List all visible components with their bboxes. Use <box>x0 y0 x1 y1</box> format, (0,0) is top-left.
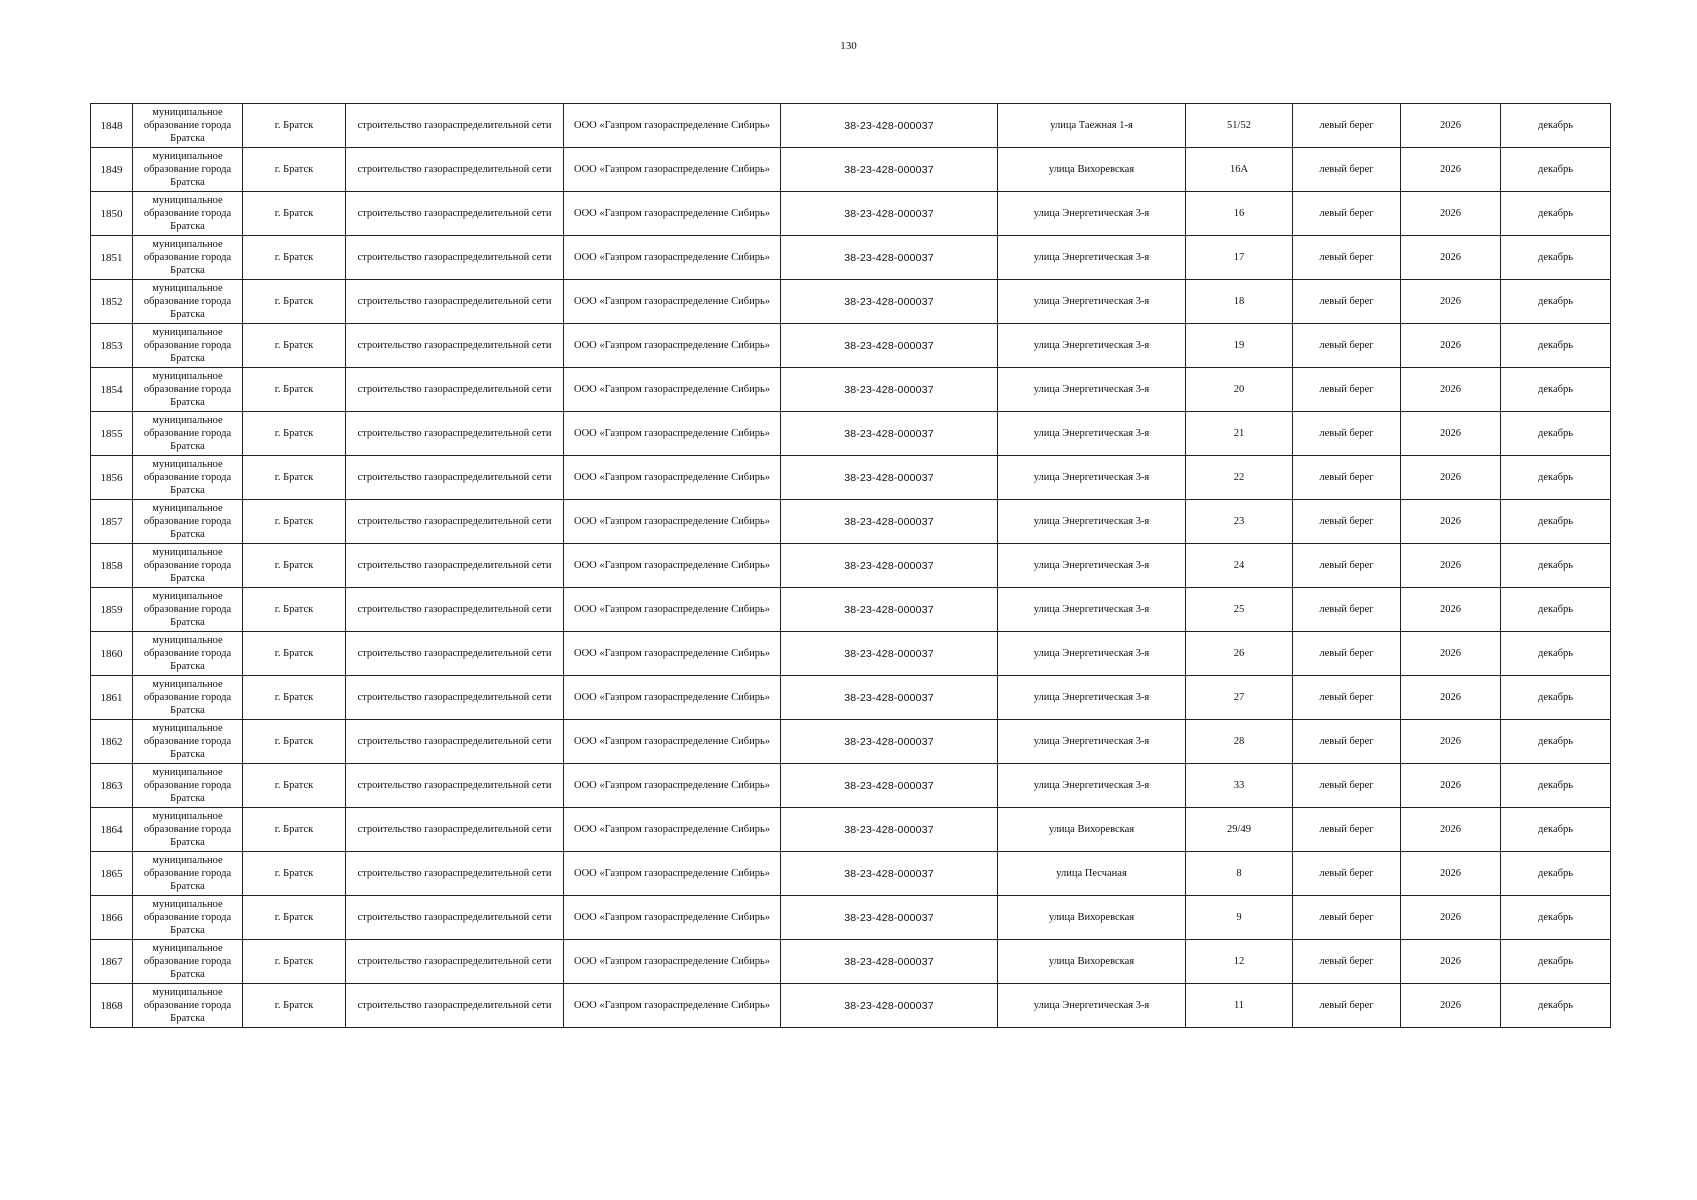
work-type-cell: строительство газораспределительной сети <box>346 368 564 412</box>
table-row <box>91 764 1611 808</box>
organization-cell: ООО «Газпром газораспределение Сибирь» <box>564 324 781 368</box>
row-number-cell: 1854 <box>91 368 133 412</box>
municipality-cell: муниципальное образование города Братска <box>133 456 243 500</box>
river-bank-cell: левый берег <box>1293 984 1401 1028</box>
street-cell: улица Энергетическая 3-я <box>998 280 1186 324</box>
organization-cell: ООО «Газпром газораспределение Сибирь» <box>564 368 781 412</box>
table-row <box>91 192 1611 236</box>
municipality-cell: муниципальное образование города Братска <box>133 280 243 324</box>
month-cell: декабрь <box>1501 104 1611 148</box>
work-type-cell: строительство газораспределительной сети <box>346 940 564 984</box>
municipality-cell: муниципальное образование города Братска <box>133 588 243 632</box>
house-number-cell: 33 <box>1186 764 1293 808</box>
organization-cell: ООО «Газпром газораспределение Сибирь» <box>564 544 781 588</box>
row-number-cell: 1865 <box>91 852 133 896</box>
street-cell: улица Энергетическая 3-я <box>998 236 1186 280</box>
house-number-cell: 22 <box>1186 456 1293 500</box>
year-cell: 2026 <box>1401 940 1501 984</box>
month-cell: декабрь <box>1501 324 1611 368</box>
month-cell: декабрь <box>1501 412 1611 456</box>
municipality-cell: муниципальное образование города Братска <box>133 368 243 412</box>
city-cell: г. Братск <box>243 236 346 280</box>
street-cell: улица Энергетическая 3-я <box>998 720 1186 764</box>
work-type-cell: строительство газораспределительной сети <box>346 544 564 588</box>
month-cell: декабрь <box>1501 236 1611 280</box>
organization-cell: ООО «Газпром газораспределение Сибирь» <box>564 500 781 544</box>
row-number-cell: 1853 <box>91 324 133 368</box>
house-number-cell: 16 <box>1186 192 1293 236</box>
year-cell: 2026 <box>1401 544 1501 588</box>
street-cell: улица Энергетическая 3-я <box>998 456 1186 500</box>
street-cell: улица Песчаная <box>998 852 1186 896</box>
municipality-cell: муниципальное образование города Братска <box>133 984 243 1028</box>
work-type-cell: строительство газораспределительной сети <box>346 808 564 852</box>
year-cell: 2026 <box>1401 192 1501 236</box>
month-cell: декабрь <box>1501 720 1611 764</box>
registry-code-cell: 38-23-428-000037 <box>781 588 998 632</box>
row-number-cell: 1849 <box>91 148 133 192</box>
registry-code-cell: 38-23-428-000037 <box>781 764 998 808</box>
registry-code-cell: 38-23-428-000037 <box>781 676 998 720</box>
row-number-cell: 1868 <box>91 984 133 1028</box>
table-row <box>91 412 1611 456</box>
table-row <box>91 984 1611 1028</box>
organization-cell: ООО «Газпром газораспределение Сибирь» <box>564 412 781 456</box>
row-number-cell: 1861 <box>91 676 133 720</box>
municipality-cell: муниципальное образование города Братска <box>133 632 243 676</box>
year-cell: 2026 <box>1401 104 1501 148</box>
month-cell: декабрь <box>1501 984 1611 1028</box>
table-row <box>91 852 1611 896</box>
registry-body <box>91 104 1611 1028</box>
house-number-cell: 20 <box>1186 368 1293 412</box>
work-type-cell: строительство газораспределительной сети <box>346 852 564 896</box>
month-cell: декабрь <box>1501 852 1611 896</box>
table-row <box>91 104 1611 148</box>
work-type-cell: строительство газораспределительной сети <box>346 632 564 676</box>
work-type-cell: строительство газораспределительной сети <box>346 412 564 456</box>
year-cell: 2026 <box>1401 808 1501 852</box>
river-bank-cell: левый берег <box>1293 236 1401 280</box>
row-number-cell: 1848 <box>91 104 133 148</box>
registry-code-cell: 38-23-428-000037 <box>781 940 998 984</box>
row-number-cell: 1850 <box>91 192 133 236</box>
month-cell: декабрь <box>1501 808 1611 852</box>
river-bank-cell: левый берег <box>1293 412 1401 456</box>
year-cell: 2026 <box>1401 632 1501 676</box>
work-type-cell: строительство газораспределительной сети <box>346 104 564 148</box>
month-cell: декабрь <box>1501 940 1611 984</box>
river-bank-cell: левый берег <box>1293 544 1401 588</box>
table-row <box>91 720 1611 764</box>
month-cell: декабрь <box>1501 148 1611 192</box>
organization-cell: ООО «Газпром газораспределение Сибирь» <box>564 588 781 632</box>
municipality-cell: муниципальное образование города Братска <box>133 896 243 940</box>
year-cell: 2026 <box>1401 456 1501 500</box>
registry-code-cell: 38-23-428-000037 <box>781 192 998 236</box>
house-number-cell: 26 <box>1186 632 1293 676</box>
river-bank-cell: левый берег <box>1293 808 1401 852</box>
registry-code-cell: 38-23-428-000037 <box>781 632 998 676</box>
organization-cell: ООО «Газпром газораспределение Сибирь» <box>564 148 781 192</box>
registry-code-cell: 38-23-428-000037 <box>781 456 998 500</box>
year-cell: 2026 <box>1401 236 1501 280</box>
house-number-cell: 24 <box>1186 544 1293 588</box>
city-cell: г. Братск <box>243 588 346 632</box>
house-number-cell: 9 <box>1186 896 1293 940</box>
organization-cell: ООО «Газпром газораспределение Сибирь» <box>564 852 781 896</box>
work-type-cell: строительство газораспределительной сети <box>346 192 564 236</box>
municipality-cell: муниципальное образование города Братска <box>133 808 243 852</box>
work-type-cell: строительство газораспределительной сети <box>346 280 564 324</box>
municipality-cell: муниципальное образование города Братска <box>133 720 243 764</box>
street-cell: улица Энергетическая 3-я <box>998 544 1186 588</box>
city-cell: г. Братск <box>243 500 346 544</box>
year-cell: 2026 <box>1401 764 1501 808</box>
row-number-cell: 1862 <box>91 720 133 764</box>
river-bank-cell: левый берег <box>1293 148 1401 192</box>
municipality-cell: муниципальное образование города Братска <box>133 676 243 720</box>
street-cell: улица Вихоревская <box>998 808 1186 852</box>
river-bank-cell: левый берег <box>1293 456 1401 500</box>
river-bank-cell: левый берег <box>1293 632 1401 676</box>
table-row <box>91 588 1611 632</box>
house-number-cell: 21 <box>1186 412 1293 456</box>
river-bank-cell: левый берег <box>1293 368 1401 412</box>
registry-code-cell: 38-23-428-000037 <box>781 280 998 324</box>
registry-table <box>90 103 1611 1028</box>
work-type-cell: строительство газораспределительной сети <box>346 324 564 368</box>
organization-cell: ООО «Газпром газораспределение Сибирь» <box>564 236 781 280</box>
year-cell: 2026 <box>1401 852 1501 896</box>
work-type-cell: строительство газораспределительной сети <box>346 456 564 500</box>
table-row <box>91 808 1611 852</box>
month-cell: декабрь <box>1501 896 1611 940</box>
registry-code-cell: 38-23-428-000037 <box>781 544 998 588</box>
river-bank-cell: левый берег <box>1293 280 1401 324</box>
year-cell: 2026 <box>1401 324 1501 368</box>
city-cell: г. Братск <box>243 324 346 368</box>
city-cell: г. Братск <box>243 676 346 720</box>
registry-code-cell: 38-23-428-000037 <box>781 148 998 192</box>
row-number-cell: 1856 <box>91 456 133 500</box>
row-number-cell: 1851 <box>91 236 133 280</box>
work-type-cell: строительство газораспределительной сети <box>346 984 564 1028</box>
river-bank-cell: левый берег <box>1293 852 1401 896</box>
table-row <box>91 280 1611 324</box>
house-number-cell: 23 <box>1186 500 1293 544</box>
house-number-cell: 25 <box>1186 588 1293 632</box>
month-cell: декабрь <box>1501 676 1611 720</box>
table-row <box>91 632 1611 676</box>
organization-cell: ООО «Газпром газораспределение Сибирь» <box>564 940 781 984</box>
municipality-cell: муниципальное образование города Братска <box>133 236 243 280</box>
month-cell: декабрь <box>1501 500 1611 544</box>
year-cell: 2026 <box>1401 280 1501 324</box>
municipality-cell: муниципальное образование города Братска <box>133 544 243 588</box>
organization-cell: ООО «Газпром газораспределение Сибирь» <box>564 192 781 236</box>
city-cell: г. Братск <box>243 940 346 984</box>
month-cell: декабрь <box>1501 280 1611 324</box>
city-cell: г. Братск <box>243 368 346 412</box>
year-cell: 2026 <box>1401 984 1501 1028</box>
month-cell: декабрь <box>1501 764 1611 808</box>
year-cell: 2026 <box>1401 368 1501 412</box>
organization-cell: ООО «Газпром газораспределение Сибирь» <box>564 896 781 940</box>
street-cell: улица Энергетическая 3-я <box>998 412 1186 456</box>
table-row <box>91 236 1611 280</box>
work-type-cell: строительство газораспределительной сети <box>346 500 564 544</box>
house-number-cell: 51/52 <box>1186 104 1293 148</box>
street-cell: улица Энергетическая 3-я <box>998 324 1186 368</box>
street-cell: улица Таежная 1-я <box>998 104 1186 148</box>
municipality-cell: муниципальное образование города Братска <box>133 940 243 984</box>
river-bank-cell: левый берег <box>1293 192 1401 236</box>
registry-code-cell: 38-23-428-000037 <box>781 896 998 940</box>
table-row <box>91 896 1611 940</box>
organization-cell: ООО «Газпром газораспределение Сибирь» <box>564 720 781 764</box>
house-number-cell: 8 <box>1186 852 1293 896</box>
work-type-cell: строительство газораспределительной сети <box>346 236 564 280</box>
organization-cell: ООО «Газпром газораспределение Сибирь» <box>564 676 781 720</box>
year-cell: 2026 <box>1401 676 1501 720</box>
municipality-cell: муниципальное образование города Братска <box>133 104 243 148</box>
table-row <box>91 148 1611 192</box>
river-bank-cell: левый берег <box>1293 896 1401 940</box>
river-bank-cell: левый берег <box>1293 764 1401 808</box>
city-cell: г. Братск <box>243 456 346 500</box>
registry-code-cell: 38-23-428-000037 <box>781 236 998 280</box>
house-number-cell: 11 <box>1186 984 1293 1028</box>
row-number-cell: 1860 <box>91 632 133 676</box>
table-row <box>91 676 1611 720</box>
street-cell: улица Энергетическая 3-я <box>998 764 1186 808</box>
work-type-cell: строительство газораспределительной сети <box>346 676 564 720</box>
house-number-cell: 17 <box>1186 236 1293 280</box>
house-number-cell: 29/49 <box>1186 808 1293 852</box>
row-number-cell: 1859 <box>91 588 133 632</box>
month-cell: декабрь <box>1501 588 1611 632</box>
street-cell: улица Энергетическая 3-я <box>998 192 1186 236</box>
registry-code-cell: 38-23-428-000037 <box>781 324 998 368</box>
month-cell: декабрь <box>1501 192 1611 236</box>
river-bank-cell: левый берег <box>1293 500 1401 544</box>
street-cell: улица Энергетическая 3-я <box>998 368 1186 412</box>
month-cell: декабрь <box>1501 632 1611 676</box>
year-cell: 2026 <box>1401 720 1501 764</box>
city-cell: г. Братск <box>243 632 346 676</box>
city-cell: г. Братск <box>243 984 346 1028</box>
municipality-cell: муниципальное образование города Братска <box>133 192 243 236</box>
year-cell: 2026 <box>1401 148 1501 192</box>
organization-cell: ООО «Газпром газораспределение Сибирь» <box>564 764 781 808</box>
municipality-cell: муниципальное образование города Братска <box>133 764 243 808</box>
municipality-cell: муниципальное образование города Братска <box>133 148 243 192</box>
city-cell: г. Братск <box>243 808 346 852</box>
work-type-cell: строительство газораспределительной сети <box>346 588 564 632</box>
house-number-cell: 19 <box>1186 324 1293 368</box>
table-row <box>91 500 1611 544</box>
river-bank-cell: левый берег <box>1293 324 1401 368</box>
organization-cell: ООО «Газпром газораспределение Сибирь» <box>564 632 781 676</box>
page-number: 130 <box>840 40 857 52</box>
organization-cell: ООО «Газпром газораспределение Сибирь» <box>564 280 781 324</box>
river-bank-cell: левый берег <box>1293 676 1401 720</box>
city-cell: г. Братск <box>243 720 346 764</box>
registry-code-cell: 38-23-428-000037 <box>781 104 998 148</box>
street-cell: улица Энергетическая 3-я <box>998 984 1186 1028</box>
year-cell: 2026 <box>1401 588 1501 632</box>
municipality-cell: муниципальное образование города Братска <box>133 412 243 456</box>
organization-cell: ООО «Газпром газораспределение Сибирь» <box>564 104 781 148</box>
year-cell: 2026 <box>1401 412 1501 456</box>
registry-code-cell: 38-23-428-000037 <box>781 984 998 1028</box>
city-cell: г. Братск <box>243 896 346 940</box>
registry-code-cell: 38-23-428-000037 <box>781 720 998 764</box>
row-number-cell: 1857 <box>91 500 133 544</box>
row-number-cell: 1864 <box>91 808 133 852</box>
row-number-cell: 1866 <box>91 896 133 940</box>
municipality-cell: муниципальное образование города Братска <box>133 852 243 896</box>
registry-code-cell: 38-23-428-000037 <box>781 412 998 456</box>
table-row <box>91 456 1611 500</box>
work-type-cell: строительство газораспределительной сети <box>346 896 564 940</box>
city-cell: г. Братск <box>243 148 346 192</box>
registry-code-cell: 38-23-428-000037 <box>781 368 998 412</box>
city-cell: г. Братск <box>243 412 346 456</box>
month-cell: декабрь <box>1501 368 1611 412</box>
street-cell: улица Вихоревская <box>998 148 1186 192</box>
work-type-cell: строительство газораспределительной сети <box>346 148 564 192</box>
work-type-cell: строительство газораспределительной сети <box>346 764 564 808</box>
city-cell: г. Братск <box>243 544 346 588</box>
river-bank-cell: левый берег <box>1293 104 1401 148</box>
house-number-cell: 16А <box>1186 148 1293 192</box>
river-bank-cell: левый берег <box>1293 940 1401 984</box>
street-cell: улица Энергетическая 3-я <box>998 632 1186 676</box>
row-number-cell: 1863 <box>91 764 133 808</box>
registry-code-cell: 38-23-428-000037 <box>781 852 998 896</box>
city-cell: г. Братск <box>243 104 346 148</box>
house-number-cell: 28 <box>1186 720 1293 764</box>
street-cell: улица Энергетическая 3-я <box>998 588 1186 632</box>
month-cell: декабрь <box>1501 456 1611 500</box>
city-cell: г. Братск <box>243 764 346 808</box>
street-cell: улица Энергетическая 3-я <box>998 676 1186 720</box>
table-row <box>91 940 1611 984</box>
river-bank-cell: левый берег <box>1293 720 1401 764</box>
house-number-cell: 12 <box>1186 940 1293 984</box>
organization-cell: ООО «Газпром газораспределение Сибирь» <box>564 808 781 852</box>
street-cell: улица Вихоревская <box>998 940 1186 984</box>
municipality-cell: муниципальное образование города Братска <box>133 324 243 368</box>
municipality-cell: муниципальное образование города Братска <box>133 500 243 544</box>
month-cell: декабрь <box>1501 544 1611 588</box>
street-cell: улица Вихоревская <box>998 896 1186 940</box>
city-cell: г. Братск <box>243 280 346 324</box>
registry-code-cell: 38-23-428-000037 <box>781 500 998 544</box>
work-type-cell: строительство газораспределительной сети <box>346 720 564 764</box>
row-number-cell: 1858 <box>91 544 133 588</box>
house-number-cell: 18 <box>1186 280 1293 324</box>
table-row <box>91 368 1611 412</box>
street-cell: улица Энергетическая 3-я <box>998 500 1186 544</box>
row-number-cell: 1855 <box>91 412 133 456</box>
registry-code-cell: 38-23-428-000037 <box>781 808 998 852</box>
year-cell: 2026 <box>1401 896 1501 940</box>
row-number-cell: 1852 <box>91 280 133 324</box>
table-row <box>91 324 1611 368</box>
table-row <box>91 544 1611 588</box>
organization-cell: ООО «Газпром газораспределение Сибирь» <box>564 456 781 500</box>
river-bank-cell: левый берег <box>1293 588 1401 632</box>
organization-cell: ООО «Газпром газораспределение Сибирь» <box>564 984 781 1028</box>
row-number-cell: 1867 <box>91 940 133 984</box>
house-number-cell: 27 <box>1186 676 1293 720</box>
city-cell: г. Братск <box>243 192 346 236</box>
year-cell: 2026 <box>1401 500 1501 544</box>
city-cell: г. Братск <box>243 852 346 896</box>
